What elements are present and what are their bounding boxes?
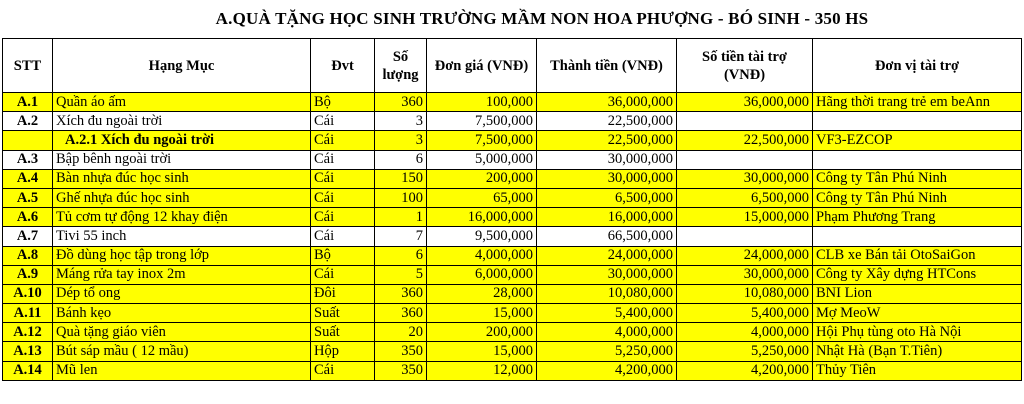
cell-item[interactable]: Dép tổ ong (53, 284, 311, 303)
cell-stt[interactable]: A.12 (3, 323, 53, 342)
table-row (3, 169, 1022, 188)
cell-stt[interactable]: A.9 (3, 265, 53, 284)
cell-stt[interactable]: A.1 (3, 93, 53, 112)
table-row (3, 188, 1022, 207)
table-row (3, 304, 1022, 323)
cell-total[interactable]: 30,000,000 (537, 265, 677, 284)
cell-unit[interactable]: Cái (311, 208, 375, 227)
cell-total[interactable]: 24,000,000 (537, 246, 677, 265)
cell-stt[interactable]: A.3 (3, 150, 53, 169)
cell-sponsor[interactable]: VF3-EZCOP (813, 131, 1022, 150)
cell-unit-price[interactable]: 12,000 (427, 361, 537, 380)
cell-unit[interactable]: Cái (311, 227, 375, 246)
cell-quantity[interactable]: 7 (375, 227, 427, 246)
cell-unit-price[interactable]: 9,500,000 (427, 227, 537, 246)
cell-quantity[interactable]: 360 (375, 284, 427, 303)
cell-unit-price[interactable]: 5,000,000 (427, 150, 537, 169)
cell-sponsored-amount[interactable]: 22,500,000 (677, 131, 813, 150)
cell-sponsor[interactable]: Hãng thời trang trẻ em beAnn (813, 93, 1022, 112)
cell-unit-price[interactable]: 15,000 (427, 342, 537, 361)
cell-item[interactable]: Ghế nhựa đúc học sinh (53, 188, 311, 207)
cell-total[interactable]: 22,500,000 (537, 131, 677, 150)
cell-unit-price[interactable]: 6,000,000 (427, 265, 537, 284)
cell-quantity[interactable]: 5 (375, 265, 427, 284)
cell-item[interactable]: Bập bênh ngoài trời (53, 150, 311, 169)
cell-sponsored-amount[interactable]: 30,000,000 (677, 265, 813, 284)
cell-sponsor[interactable] (813, 227, 1022, 246)
cell-stt[interactable]: A.7 (3, 227, 53, 246)
cell-item[interactable]: Tivi 55 inch (53, 227, 311, 246)
cell-total[interactable]: 16,000,000 (537, 208, 677, 227)
table-row (3, 131, 1022, 150)
table-row (3, 323, 1022, 342)
table-row (3, 361, 1022, 380)
cell-sponsor[interactable]: BNI Lion (813, 284, 1022, 303)
cell-quantity[interactable]: 350 (375, 361, 427, 380)
cell-sponsor[interactable]: Nhật Hà (Bạn T.Tiên) (813, 342, 1022, 361)
cell-sponsored-amount[interactable]: 6,500,000 (677, 188, 813, 207)
cell-sponsored-amount[interactable] (677, 227, 813, 246)
cell-sponsor[interactable] (813, 150, 1022, 169)
cell-unit[interactable]: Cái (311, 169, 375, 188)
cell-quantity[interactable]: 6 (375, 246, 427, 265)
table-row (3, 246, 1022, 265)
cell-sponsored-amount[interactable] (677, 112, 813, 131)
gift-table (2, 38, 1022, 381)
cell-stt[interactable]: A.11 (3, 304, 53, 323)
cell-unit-price[interactable]: 4,000,000 (427, 246, 537, 265)
cell-sponsor[interactable]: Thủy Tiên (813, 361, 1022, 380)
cell-sponsored-amount[interactable] (677, 150, 813, 169)
cell-sponsor[interactable]: Phạm Phương Trang (813, 208, 1022, 227)
cell-sponsored-amount[interactable]: 15,000,000 (677, 208, 813, 227)
cell-quantity[interactable]: 150 (375, 169, 427, 188)
cell-unit[interactable]: Suất (311, 323, 375, 342)
cell-unit-price[interactable]: 7,500,000 (427, 131, 537, 150)
cell-unit-price[interactable]: 7,500,000 (427, 112, 537, 131)
cell-unit[interactable]: Bộ (311, 246, 375, 265)
cell-item[interactable]: Quà tặng giáo viên (53, 323, 311, 342)
header-hang-muc[interactable]: Hạng Mục (53, 39, 311, 93)
cell-item[interactable]: Quần áo ấm (53, 93, 311, 112)
cell-unit-price[interactable]: 100,000 (427, 93, 537, 112)
table-row (3, 150, 1022, 169)
cell-unit[interactable]: Cái (311, 112, 375, 131)
cell-item[interactable]: Xích đu ngoài trời (53, 112, 311, 131)
cell-item[interactable]: Máng rửa tay inox 2m (53, 265, 311, 284)
cell-quantity[interactable]: 350 (375, 342, 427, 361)
cell-item[interactable]: Đồ dùng học tập trong lớp (53, 246, 311, 265)
header-so-tien-tai-tro[interactable]: Số tiền tài trợ (VNĐ) (677, 39, 813, 93)
cell-total[interactable]: 22,500,000 (537, 112, 677, 131)
cell-sponsored-amount[interactable]: 5,400,000 (677, 304, 813, 323)
table-row (3, 93, 1022, 112)
table-row (3, 265, 1022, 284)
cell-unit[interactable]: Cái (311, 188, 375, 207)
cell-item[interactable]: Bút sáp mầu ( 12 mầu) (53, 342, 311, 361)
cell-sponsored-amount[interactable]: 4,000,000 (677, 323, 813, 342)
cell-total[interactable]: 4,000,000 (537, 323, 677, 342)
cell-unit[interactable]: Cái (311, 361, 375, 380)
header-row (3, 39, 1022, 93)
header-don-vi-tai-tro[interactable]: Đơn vị tài trợ (813, 39, 1022, 93)
cell-quantity[interactable]: 360 (375, 93, 427, 112)
cell-total[interactable]: 4,200,000 (537, 361, 677, 380)
cell-unit[interactable]: Đôi (311, 284, 375, 303)
cell-sponsor[interactable]: CLB xe Bán tải OtoSaiGon (813, 246, 1022, 265)
cell-stt[interactable]: A.6 (3, 208, 53, 227)
cell-quantity[interactable]: 3 (375, 112, 427, 131)
cell-stt[interactable]: A.8 (3, 246, 53, 265)
cell-stt[interactable]: A.13 (3, 342, 53, 361)
cell-sponsored-amount[interactable]: 4,200,000 (677, 361, 813, 380)
cell-sponsored-amount[interactable]: 30,000,000 (677, 169, 813, 188)
cell-unit-price[interactable]: 200,000 (427, 169, 537, 188)
cell-total[interactable]: 30,000,000 (537, 169, 677, 188)
cell-sponsor[interactable]: Hội Phụ tùng oto Hà Nội (813, 323, 1022, 342)
header-so-luong[interactable]: Số lượng (375, 39, 427, 93)
cell-sponsored-amount[interactable]: 24,000,000 (677, 246, 813, 265)
cell-sponsor[interactable] (813, 112, 1022, 131)
cell-item[interactable]: Bánh kẹo (53, 304, 311, 323)
table-row (3, 227, 1022, 246)
cell-quantity[interactable]: 3 (375, 131, 427, 150)
cell-sponsor[interactable]: Công ty Tân Phú Ninh (813, 188, 1022, 207)
cell-unit[interactable]: Cái (311, 131, 375, 150)
cell-quantity[interactable]: 20 (375, 323, 427, 342)
cell-quantity[interactable]: 6 (375, 150, 427, 169)
cell-sponsor[interactable]: Mợ MeoW (813, 304, 1022, 323)
table-row (3, 208, 1022, 227)
cell-total[interactable]: 66,500,000 (537, 227, 677, 246)
cell-stt[interactable] (3, 131, 53, 150)
cell-item[interactable]: Bàn nhựa đúc học sinh (53, 169, 311, 188)
cell-total[interactable]: 36,000,000 (537, 93, 677, 112)
cell-total[interactable]: 5,400,000 (537, 304, 677, 323)
cell-stt[interactable]: A.10 (3, 284, 53, 303)
cell-unit-price[interactable]: 15,000 (427, 304, 537, 323)
cell-quantity[interactable]: 360 (375, 304, 427, 323)
cell-unit[interactable]: Bộ (311, 93, 375, 112)
cell-unit-price[interactable]: 16,000,000 (427, 208, 537, 227)
cell-unit-price[interactable]: 65,000 (427, 188, 537, 207)
cell-item[interactable]: A.2.1 Xích đu ngoài trời (53, 131, 311, 150)
table-row (3, 284, 1022, 303)
cell-total[interactable]: 5,250,000 (537, 342, 677, 361)
cell-total[interactable]: 30,000,000 (537, 150, 677, 169)
cell-stt[interactable]: A.4 (3, 169, 53, 188)
cell-sponsored-amount[interactable]: 10,080,000 (677, 284, 813, 303)
cell-sponsor[interactable]: Công ty Xây dựng HTCons (813, 265, 1022, 284)
cell-unit-price[interactable]: 28,000 (427, 284, 537, 303)
table-row (3, 342, 1022, 361)
cell-total[interactable]: 10,080,000 (537, 284, 677, 303)
header-dvt[interactable]: Đvt (311, 39, 375, 93)
cell-item[interactable]: Tủ cơm tự động 12 khay điện (53, 208, 311, 227)
cell-unit[interactable]: Suất (311, 304, 375, 323)
cell-quantity[interactable]: 1 (375, 208, 427, 227)
cell-unit[interactable]: Cái (311, 265, 375, 284)
header-stt[interactable]: STT (3, 39, 53, 93)
cell-unit-price[interactable]: 200,000 (427, 323, 537, 342)
cell-total[interactable]: 6,500,000 (537, 188, 677, 207)
cell-stt[interactable]: A.5 (3, 188, 53, 207)
cell-stt[interactable]: A.2 (3, 112, 53, 131)
cell-sponsor[interactable]: Công ty Tân Phú Ninh (813, 169, 1022, 188)
table-row (3, 112, 1022, 131)
header-don-gia[interactable]: Đơn giá (VNĐ) (427, 39, 537, 93)
cell-sponsored-amount[interactable]: 36,000,000 (677, 93, 813, 112)
cell-sponsored-amount[interactable]: 5,250,000 (677, 342, 813, 361)
cell-quantity[interactable]: 100 (375, 188, 427, 207)
sheet-title: A.QUÀ TẶNG HỌC SINH TRƯỜNG MẦM NON HOA PHƯỢNG - BÓ SINH - 350 HS (215, 9, 869, 28)
cell-unit[interactable]: Cái (311, 150, 375, 169)
cell-stt[interactable]: A.14 (3, 361, 53, 380)
cell-unit[interactable]: Hộp (311, 342, 375, 361)
header-thanh-tien[interactable]: Thành tiền (VNĐ) (537, 39, 677, 93)
cell-item[interactable]: Mũ len (53, 361, 311, 380)
